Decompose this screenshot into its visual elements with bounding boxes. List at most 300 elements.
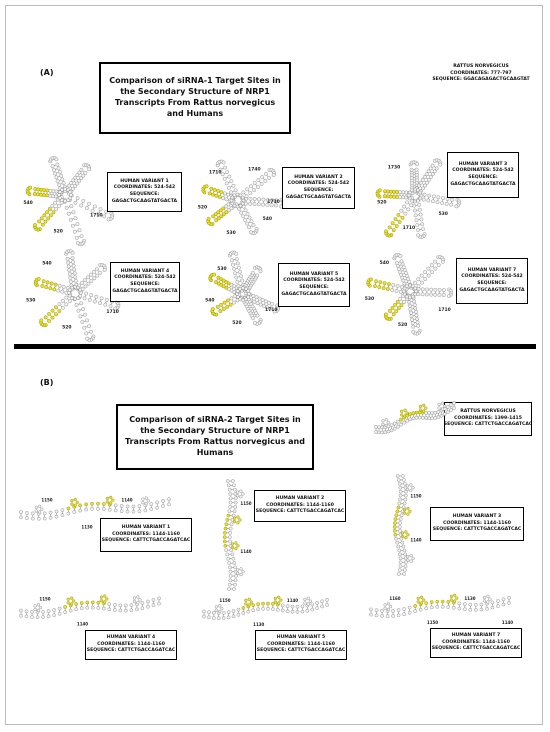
nucleotide [229, 527, 232, 530]
nucleotide [421, 288, 424, 291]
multiloop-nucleotide [414, 290, 417, 293]
nucleotide [400, 514, 403, 517]
nucleotide [469, 603, 472, 606]
position-label: 520 [53, 229, 63, 235]
nucleotide [245, 222, 248, 225]
variant-name: HUMAN VARIANT 3 [452, 514, 502, 520]
nucleotide [202, 610, 205, 613]
nucleotide [416, 223, 419, 226]
bulge-nucleotide [37, 609, 40, 612]
nucleotide [80, 168, 83, 171]
nucleotide [31, 517, 34, 520]
panel-b-variant-2-box [254, 490, 346, 522]
nucleotide [502, 598, 505, 601]
multiloop-nucleotide [69, 193, 72, 196]
nucleotide [381, 431, 384, 434]
nucleotide [399, 290, 402, 293]
variant-sequence: GAGACTGCAAGTATGACTA [459, 287, 525, 293]
nucleotide [398, 549, 401, 552]
position-label: 1140 [76, 621, 89, 627]
nucleotide [291, 610, 294, 613]
panel-divider [14, 344, 536, 349]
multiloop-nucleotide [236, 193, 239, 196]
bulge-nucleotide [406, 507, 409, 510]
nucleotide [80, 281, 83, 284]
nucleotide [228, 175, 231, 178]
bulge-nucleotide [483, 600, 486, 603]
nucleotide [83, 278, 86, 281]
nucleotide [67, 507, 70, 510]
rat-sequence: SEQUENCE: GGACAGAGACTGCAAGTAT [432, 77, 530, 83]
nucleotide [138, 510, 141, 513]
position-label: 1150 [410, 493, 422, 499]
nucleotide [102, 508, 105, 511]
nucleotide [102, 215, 105, 218]
multiloop-nucleotide [410, 189, 413, 192]
multiloop-nucleotide [413, 188, 416, 191]
nucleotide [119, 609, 122, 612]
bulge-nucleotide [387, 421, 390, 424]
nucleotide [150, 508, 153, 511]
nucleotide [228, 488, 231, 491]
nucleotide [231, 263, 234, 266]
multiloop-nucleotide [403, 293, 406, 296]
nucleotide [225, 549, 228, 552]
nucleotide [242, 191, 245, 194]
multiloop-nucleotide [408, 197, 411, 200]
nucleotide [244, 209, 247, 212]
loop-nucleotide [416, 234, 419, 237]
bulge-nucleotide [420, 596, 423, 599]
nucleotide [496, 604, 499, 607]
bulge-nucleotide [248, 598, 251, 601]
nucleotide [73, 272, 76, 275]
bulge-nucleotide [483, 596, 486, 599]
panel-b-variant-7-box [430, 628, 522, 658]
nucleotide [230, 523, 233, 526]
nucleotide [71, 256, 74, 259]
nucleotide [53, 614, 56, 617]
nucleotide [232, 609, 235, 612]
variant-sequence: SEQUENCE: CATTCTGACCAGATCAC [101, 538, 191, 544]
nucleotide [400, 260, 403, 263]
nucleotide [132, 510, 135, 513]
nucleotide [234, 566, 237, 569]
bulge-nucleotide [100, 596, 103, 599]
rat-coordinates: COORDINATES: 777-797 [450, 70, 512, 76]
nucleotide [408, 606, 411, 609]
nucleotide [260, 182, 263, 185]
nucleotide [54, 306, 57, 309]
structure-b-variant-7 [365, 590, 515, 630]
nucleotide [58, 612, 61, 615]
nucleotide [463, 602, 466, 605]
nucleotide [96, 502, 99, 505]
bulge-nucleotide [303, 602, 306, 605]
position-label: 1730 [387, 165, 401, 171]
nucleotide [41, 610, 44, 613]
nucleotide [255, 274, 258, 277]
nucleotide [90, 279, 93, 282]
nucleotide [502, 603, 505, 606]
nucleotide [90, 502, 93, 505]
bulge-nucleotide [486, 595, 489, 598]
nucleotide [403, 549, 406, 552]
nucleotide [41, 615, 44, 618]
nucleotide [113, 608, 116, 611]
loop-nucleotide [33, 223, 36, 226]
nucleotide [396, 420, 399, 423]
nucleotide [247, 610, 250, 613]
nucleotide [229, 501, 232, 504]
nucleotide [47, 319, 50, 322]
nucleotide [68, 269, 71, 272]
loop-nucleotide [71, 251, 74, 254]
nucleotide [414, 604, 417, 607]
nucleotide [392, 313, 395, 316]
bulge-nucleotide [145, 497, 148, 500]
nucleotide [30, 610, 33, 613]
bulge-nucleotide [450, 595, 453, 598]
nucleotide [418, 416, 421, 419]
nucleotide [69, 218, 72, 221]
nucleotide [430, 606, 433, 609]
nucleotide [226, 553, 229, 556]
bulge-nucleotide [307, 597, 310, 600]
bulge-nucleotide [234, 547, 237, 550]
nucleotide [91, 601, 94, 604]
position-label: 520 [62, 325, 72, 331]
loop-nucleotide [369, 278, 372, 281]
nucleotide [231, 479, 234, 482]
nucleotide [383, 190, 386, 193]
nucleotide [256, 301, 259, 304]
multiloop-nucleotide [244, 298, 247, 301]
bulge-nucleotide [274, 601, 277, 604]
nucleotide [47, 610, 50, 613]
nucleotide [417, 203, 420, 206]
nucleotide [211, 215, 214, 218]
nucleotide [430, 601, 433, 604]
position-label: 1130 [464, 596, 476, 601]
nucleotide [428, 194, 431, 197]
nucleotide [393, 525, 396, 528]
position-label: 530 [217, 267, 227, 273]
position-label: 1140 [240, 549, 252, 554]
nucleotide [384, 431, 387, 434]
nucleotide [83, 297, 86, 300]
position-label: 520 [397, 322, 408, 328]
nucleotide [234, 189, 237, 192]
loop-nucleotide [272, 173, 275, 176]
nucleotide [85, 207, 88, 210]
structure-b-variant-4 [15, 590, 165, 632]
nucleotide [215, 219, 218, 222]
nucleotide [74, 279, 77, 282]
position-label: 1710 [264, 308, 278, 314]
bulge-nucleotide [239, 495, 242, 498]
nucleotide [54, 313, 57, 316]
nucleotide [235, 257, 238, 260]
nucleotide [223, 540, 226, 543]
nucleotide [232, 557, 235, 560]
nucleotide [212, 611, 215, 614]
variant-coordinates: COORDINATES: 524-542 [114, 275, 176, 281]
nucleotide [58, 607, 61, 610]
nucleotide [436, 605, 439, 608]
nucleotide [395, 514, 398, 517]
nucleotide [399, 490, 402, 493]
nucleotide [98, 301, 101, 304]
nucleotide [224, 527, 227, 530]
nucleotide [56, 163, 59, 166]
nucleotide [296, 605, 299, 608]
multiloop-nucleotide [241, 196, 244, 199]
variant-sequence: GAGACTGCAAGTATGACTA [281, 291, 347, 297]
nucleotide [233, 272, 236, 275]
nucleotide [388, 309, 391, 312]
nucleotide [403, 613, 406, 616]
nucleotide [37, 517, 40, 520]
nucleotide [234, 505, 237, 508]
nucleotide [249, 185, 252, 188]
nucleotide [34, 187, 37, 190]
nucleotide [435, 167, 438, 170]
bulge-nucleotide [406, 555, 409, 558]
nucleotide [306, 609, 309, 612]
loop-nucleotide [253, 321, 256, 324]
bulge-nucleotide [303, 598, 306, 601]
bulge-nucleotide [215, 609, 218, 612]
nucleotide [316, 601, 319, 604]
position-label: 530 [438, 211, 448, 217]
nucleotide [124, 609, 127, 612]
bulge-nucleotide [279, 599, 282, 602]
nucleotide [398, 568, 401, 571]
bulge-nucleotide [136, 601, 139, 604]
nucleotide [380, 614, 383, 617]
nucleotide [425, 293, 428, 296]
nucleotide [75, 608, 78, 611]
nucleotide [415, 416, 418, 419]
nucleotide [232, 184, 235, 187]
bulge-nucleotide [307, 603, 310, 606]
nucleotide [91, 209, 94, 212]
nucleotide [421, 227, 424, 230]
nucleotide [402, 572, 405, 575]
bulge-nucleotide [455, 597, 458, 600]
nucleotide [237, 608, 240, 611]
bulge-nucleotide [218, 610, 221, 613]
variant-coordinates: COORDINATES: 1144-1160 [442, 639, 510, 645]
nucleotide [231, 553, 234, 556]
nucleotide [411, 321, 414, 324]
nucleotide [80, 234, 83, 237]
nucleotide [420, 223, 423, 226]
nucleotide [412, 412, 415, 415]
nucleotide [44, 220, 47, 223]
loop-nucleotide [259, 270, 262, 273]
nucleotide [311, 603, 314, 606]
bulge-nucleotide [404, 409, 407, 412]
nucleotide [217, 617, 220, 620]
loop-nucleotide [447, 294, 450, 297]
nucleotide [229, 505, 232, 508]
multiloop-nucleotide [63, 187, 66, 190]
nucleotide [410, 314, 413, 317]
nucleotide [228, 583, 231, 586]
nucleotide [387, 282, 390, 285]
nucleotide [427, 417, 430, 420]
nucleotide [219, 303, 222, 306]
nucleotide [225, 198, 228, 201]
loop-nucleotide [249, 231, 252, 234]
multiloop-nucleotide [419, 194, 422, 197]
nucleotide [31, 512, 34, 515]
nucleotide [427, 274, 430, 277]
nucleotide [407, 208, 410, 211]
variant-coordinates: COORDINATES: 1144-1160 [97, 641, 165, 647]
nucleotide [237, 266, 240, 269]
nucleotide [388, 226, 391, 229]
loop-nucleotide [205, 185, 208, 188]
nucleotide [415, 168, 418, 171]
loop-nucleotide [441, 260, 444, 263]
nucleotide [229, 574, 232, 577]
multiloop-nucleotide [79, 291, 82, 294]
nucleotide [58, 302, 61, 305]
nucleotide [404, 494, 407, 497]
position-label: 1710 [106, 310, 119, 316]
bulge-nucleotide [103, 600, 106, 603]
variant-name: HUMAN VARIANT 7 [467, 267, 517, 273]
nucleotide [413, 281, 416, 284]
nucleotide [226, 193, 229, 196]
bulge-nucleotide [70, 503, 73, 506]
nucleotide [223, 177, 226, 180]
nucleotide [47, 312, 50, 315]
bulge-nucleotide [231, 543, 234, 546]
nucleotide [398, 502, 401, 505]
multiloop-nucleotide [239, 204, 242, 207]
bulge-nucleotide [237, 544, 240, 547]
nucleotide [252, 294, 255, 297]
variant-sequence: SEQUENCE: CATTCTGACCAGATCAC [86, 648, 176, 654]
nucleotide [69, 609, 72, 612]
nucleotide [416, 228, 419, 231]
loop-nucleotide [234, 252, 237, 255]
bulge-nucleotide [417, 597, 420, 600]
nucleotide [396, 284, 399, 287]
nucleotide [79, 504, 82, 507]
nucleotide [441, 600, 444, 603]
bulge-nucleotide [407, 533, 410, 536]
bulge-nucleotide [489, 598, 492, 601]
nucleotide [427, 267, 430, 270]
loop-nucleotide [103, 268, 106, 271]
nucleotide [325, 603, 328, 606]
nucleotide [130, 609, 133, 612]
variant-sequence-label: SEQUENCE: [129, 192, 160, 197]
variant-sequence-label: SEQUENCE: [468, 175, 498, 180]
nucleotide [412, 300, 415, 303]
nucleotide [233, 583, 236, 586]
bulge-nucleotide [420, 602, 423, 605]
nucleotide [396, 300, 399, 303]
nucleotide [436, 600, 439, 603]
nucleotide [114, 504, 117, 507]
nucleotide [393, 521, 396, 524]
nucleotide [214, 280, 217, 283]
bulge-nucleotide [106, 497, 109, 500]
nucleotide [249, 202, 252, 205]
rat-coordinates: COORDINATES: 1399-1415 [454, 415, 522, 421]
nucleotide [97, 606, 100, 609]
nucleotide [396, 474, 399, 477]
nucleotide [227, 484, 230, 487]
nucleotide [74, 201, 77, 204]
nucleotide [397, 572, 400, 575]
variant-coordinates: COORDINATES: 524-542 [113, 185, 176, 191]
multiloop-nucleotide [236, 295, 239, 298]
nucleotide [233, 488, 236, 491]
nucleotide [77, 309, 80, 312]
nucleotide [255, 296, 258, 299]
nucleotide [425, 607, 428, 610]
nucleotide [416, 324, 419, 327]
bulge-nucleotide [453, 600, 456, 603]
bulge-nucleotide [106, 501, 109, 504]
nucleotide [396, 541, 399, 544]
nucleotide [144, 509, 147, 512]
panel-b-variant-4-box [85, 630, 177, 660]
nucleotide [410, 204, 413, 207]
bulge-nucleotide [441, 402, 444, 405]
bulge-nucleotide [419, 405, 422, 408]
bulge-nucleotide [239, 490, 242, 493]
bulge-nucleotide [404, 536, 407, 539]
nucleotide [291, 605, 294, 608]
nucleotide [66, 257, 69, 260]
nucleotide [249, 197, 252, 200]
nucleotide [232, 615, 235, 618]
nucleotide [49, 516, 52, 519]
bulge-nucleotide [76, 501, 79, 504]
variant-sequence-label: SEQUENCE: [130, 282, 160, 287]
nucleotide [437, 410, 440, 413]
nucleotide [434, 288, 437, 291]
nucleotide [52, 211, 55, 214]
nucleotide [437, 415, 440, 418]
position-label: 540 [379, 260, 389, 266]
nucleotide [257, 198, 260, 201]
nucleotide [256, 314, 259, 317]
bulge-nucleotide [215, 605, 218, 608]
nucleotide [424, 416, 427, 419]
nucleotide [216, 305, 219, 308]
position-label: 1740 [248, 167, 261, 173]
panel-a-rat-info [428, 60, 534, 88]
nucleotide [379, 281, 382, 284]
multiloop-nucleotide [408, 296, 411, 299]
nucleotide [418, 208, 421, 211]
bulge-nucleotide [74, 498, 77, 501]
structure-a-variant-1 [15, 150, 115, 250]
bulge-nucleotide [274, 597, 277, 600]
nucleotide [401, 474, 404, 477]
nucleotide [320, 600, 323, 603]
variant-name: HUMAN VARIANT 2 [275, 496, 325, 502]
